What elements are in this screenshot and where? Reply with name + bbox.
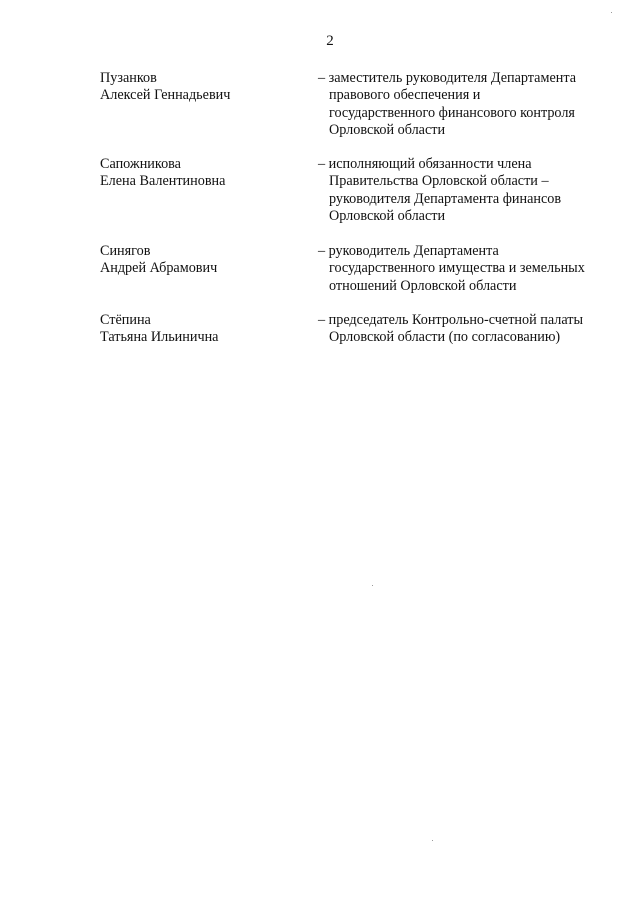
scan-speck xyxy=(611,12,612,13)
member-surname: Пузанков xyxy=(100,70,157,86)
role-line: – председатель Контрольно-счетной палаты xyxy=(318,312,583,328)
member-name xyxy=(100,243,300,278)
scan-speck xyxy=(432,840,433,841)
scan-speck xyxy=(372,585,373,586)
member-given-names: Андрей Абрамович xyxy=(100,260,218,277)
member-given-names: Елена Валентиновна xyxy=(100,173,226,190)
role-line: Орловской области xyxy=(329,208,446,225)
page-number: 2 xyxy=(326,33,334,49)
member-name xyxy=(100,156,300,191)
role-line: руководителя Департамента финансов xyxy=(329,190,562,207)
role-line: – заместитель руководителя Департамента xyxy=(318,70,577,86)
member-name xyxy=(100,312,300,347)
member-role xyxy=(318,156,618,226)
role-line: Орловской области (по согласованию) xyxy=(329,329,561,346)
member-role xyxy=(318,312,618,347)
role-line: – руководитель Департамента xyxy=(318,243,499,259)
role-line: государственного финансового контроля xyxy=(329,104,575,121)
member-name xyxy=(100,70,300,105)
member-surname: Стёпина xyxy=(100,312,151,328)
role-line: правового обеспечения и xyxy=(329,87,481,104)
role-line: – исполняющий обязанности члена xyxy=(318,156,532,172)
member-role xyxy=(318,243,618,295)
member-given-names: Алексей Геннадьевич xyxy=(100,87,231,104)
role-line: отношений Орловской области xyxy=(329,277,517,294)
member-role xyxy=(318,70,618,140)
role-line: государственного имущества и земельных xyxy=(329,260,585,277)
role-line: Орловской области xyxy=(329,122,446,139)
member-surname: Синягов xyxy=(100,243,151,259)
member-given-names: Татьяна Ильинична xyxy=(100,329,219,346)
role-line: Правительства Орловской области – xyxy=(329,173,549,190)
member-surname: Сапожникова xyxy=(100,156,181,172)
